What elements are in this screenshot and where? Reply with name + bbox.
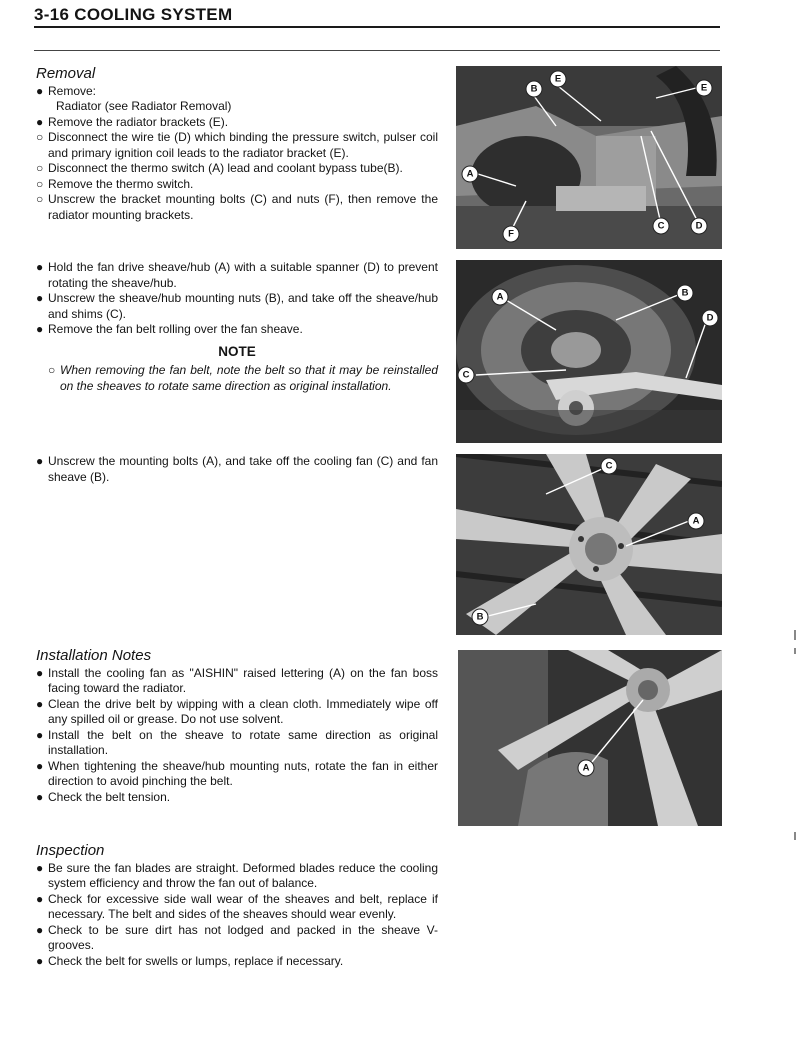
header-rule-thin bbox=[34, 50, 720, 51]
svg-text:A: A bbox=[692, 515, 700, 527]
header-rule bbox=[34, 26, 720, 28]
scan-mark bbox=[794, 832, 796, 840]
list-item: ● Remove the fan belt rolling over the fan sheave. bbox=[36, 322, 303, 336]
list-item: ● Remove the radiator brackets (E). bbox=[36, 114, 229, 129]
list-item: ● Unscrew the sheave/hub mounting nuts (B), and take off the sheave/hub and shims (C). bbox=[36, 291, 438, 321]
list-item: Radiator (see Radiator Removal) bbox=[56, 99, 232, 113]
list-item: ● Check the belt tension. bbox=[36, 789, 171, 804]
svg-text:A: A bbox=[466, 168, 474, 180]
svg-text:B: B bbox=[681, 287, 689, 299]
note-heading: NOTE bbox=[218, 343, 256, 359]
photo-cooling-fan bbox=[456, 454, 722, 635]
svg-text:E: E bbox=[554, 73, 562, 85]
list-item: ● Check the belt for swells or lumps, replace if necessary. bbox=[36, 953, 344, 968]
svg-text:C: C bbox=[462, 369, 470, 381]
svg-text:D: D bbox=[695, 220, 703, 232]
photo-radiator-bracket bbox=[456, 66, 722, 249]
inspection-title: Inspection bbox=[36, 842, 105, 859]
scan-mark bbox=[794, 630, 796, 640]
list-item: ● Install the cooling fan as "AISHIN" raised lettering (A) on the fan boss facing toward the radiator. bbox=[36, 665, 438, 695]
svg-text:B: B bbox=[476, 611, 484, 623]
list-item: ● Hold the fan drive sheave/hub (A) with a suitable spanner (D) to prevent rotating the sheave/hub. bbox=[36, 260, 438, 290]
installation-title: Installation Notes bbox=[36, 647, 152, 664]
list-item: ● Remove: bbox=[36, 83, 97, 98]
removal-title: Removal bbox=[36, 65, 96, 82]
svg-text:B: B bbox=[530, 83, 538, 95]
svg-text:F: F bbox=[508, 228, 514, 240]
list-item: ● When tightening the sheave/hub mounting nuts, rotate the fan in either direction to avoid pinching the belt. bbox=[36, 758, 438, 788]
list-item: ○ Remove the thermo switch. bbox=[36, 176, 194, 191]
installation-section bbox=[36, 648, 438, 805]
svg-text:C: C bbox=[605, 460, 613, 472]
list-item: ○ Disconnect the thermo switch (A) lead and coolant bypass tube(B). bbox=[36, 161, 403, 175]
inspection-section bbox=[36, 843, 438, 969]
list-item: ● Check for excessive side wall wear of the sheaves and belt, replace if necessary. The belt and sides of the sheaves should wear evenly. bbox=[36, 891, 438, 921]
list-item: ● Clean the drive belt by wipping with a clean cloth. Immediately wipe off any spilled oil or grease. Do not use solvent. bbox=[36, 696, 438, 726]
svg-text:C: C bbox=[657, 220, 665, 232]
sheave-section bbox=[36, 260, 438, 394]
page-header: 3-16 COOLING SYSTEM bbox=[34, 5, 233, 24]
svg-text:A: A bbox=[496, 291, 504, 303]
svg-text:A: A bbox=[582, 762, 590, 774]
removal-section bbox=[36, 66, 438, 223]
svg-text:D: D bbox=[706, 312, 714, 324]
list-item: ○ Disconnect the wire tie (D) which binding the pressure switch, pulser coil and primary ignition coil leads to the radiator bracket (E). bbox=[36, 130, 438, 160]
photo-fan-boss bbox=[458, 650, 722, 826]
scan-mark bbox=[794, 648, 796, 654]
fan-section bbox=[36, 454, 438, 485]
list-item: ● Be sure the fan blades are straight. Deformed blades reduce the cooling system efficiency and throw the fan out of balance. bbox=[36, 860, 438, 890]
list-item: ● Check to be sure dirt has not lodged and packed in the sheave V-grooves. bbox=[36, 922, 438, 952]
svg-text:E: E bbox=[700, 82, 708, 94]
list-item: ● Unscrew the mounting bolts (A), and take off the cooling fan (C) and fan sheave (B). bbox=[36, 454, 438, 484]
photo-sheave-spanner bbox=[456, 260, 722, 443]
list-item: ● Install the belt on the sheave to rotate same direction as original installation. bbox=[36, 727, 438, 757]
note-text: ○ When removing the fan belt, note the belt so that it may be reinstalled on the sheaves to rotate same direction as original installation. bbox=[48, 363, 438, 393]
list-item: ○ Unscrew the bracket mounting bolts (C) and nuts (F), then remove the radiator mounting brackets. bbox=[36, 192, 438, 222]
